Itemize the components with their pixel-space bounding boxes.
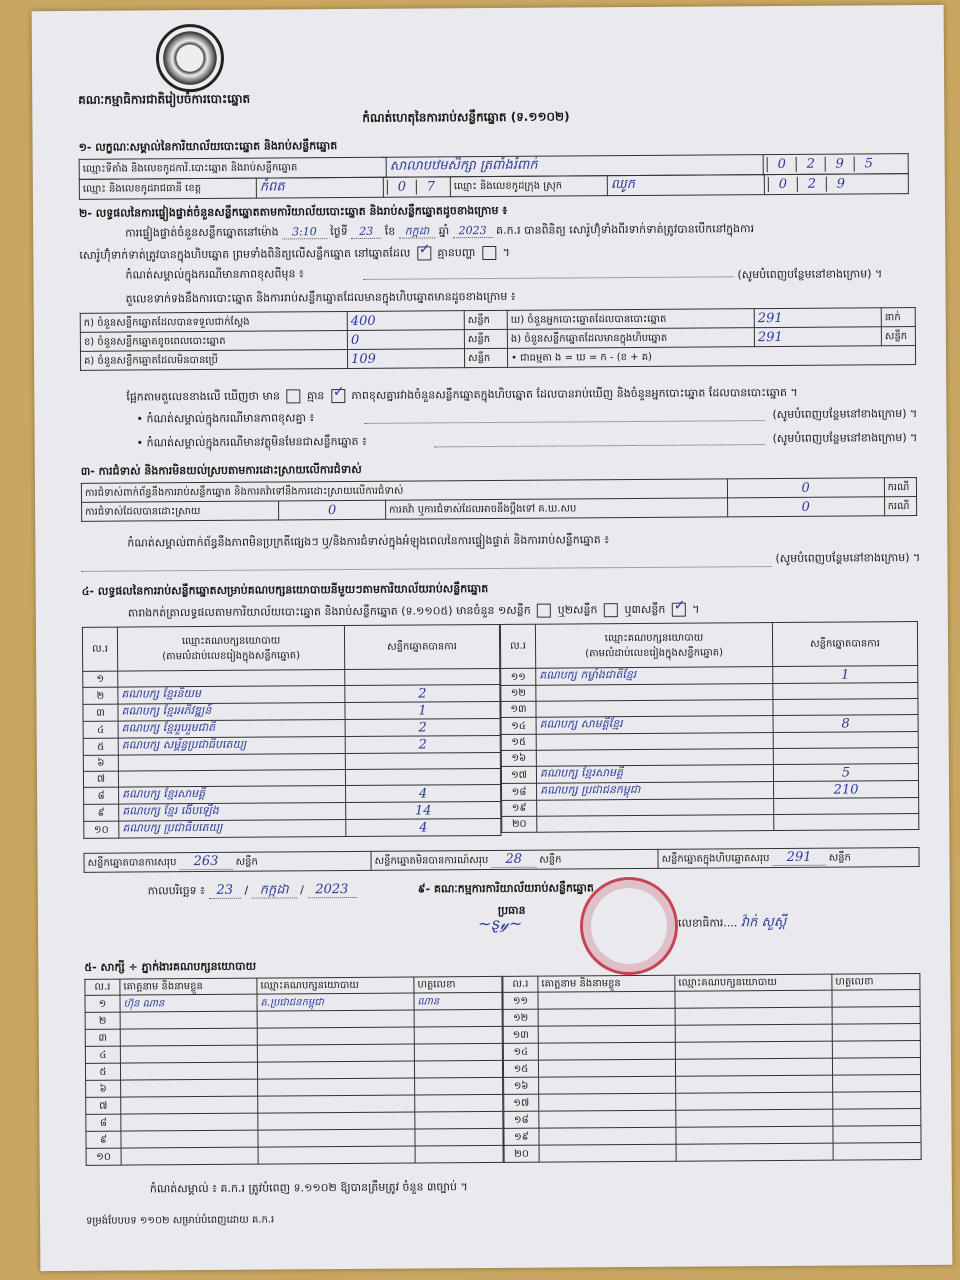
- section3-title: ៣- ការជំទាស់ និងការមិនយល់ស្របតាមការដោះស្រាយលើការជំទាស់: [80, 462, 362, 478]
- witness-name: [121, 1147, 258, 1165]
- witness-party: [675, 990, 832, 1008]
- witness-signature: [414, 1043, 502, 1061]
- no-diff-checkbox[interactable]: [331, 389, 345, 403]
- bullet-object: • កំណត់សម្គាល់ក្នុងករណីមានវត្ថុមិនមែនជាសន្លឹកឆ្នោត ៖: [136, 434, 367, 450]
- object-fill: (សូមបំពេញបន្ថែមនៅខាងក្រោម) ។: [772, 431, 918, 446]
- verify-year: 2023: [453, 224, 493, 238]
- w-col-no: ល.រ: [503, 976, 538, 992]
- witness-party: [258, 1129, 415, 1147]
- witness-signature: [414, 1026, 502, 1044]
- witness-name: [121, 1096, 258, 1114]
- location-label: ឈ្មោះទីតាំង និងលេខកូដការិ.បោះឆ្នោត និងរាប់សន្លឹកឆ្នោត: [79, 157, 386, 179]
- witness-signature: [833, 1143, 921, 1161]
- section5-title: ៥- សាក្សី ÷ ភ្នាក់ងារគណបក្សនយោបាយ: [84, 959, 257, 974]
- row-no: ១១: [501, 668, 536, 685]
- row-no: ៨: [84, 787, 119, 804]
- row-no: ៣: [83, 704, 118, 721]
- district-label: ឈ្មោះ និងលេខកូដក្រុង ស្រុក: [450, 176, 607, 197]
- party-votes: 1: [773, 666, 918, 684]
- row-no: ៤: [83, 721, 118, 738]
- party-votes: [773, 732, 918, 749]
- nec-emblem-icon: [156, 24, 224, 92]
- witness-name: [538, 1059, 675, 1077]
- party-name: គណបក្ស កម្លាំងជាតិខ្មែរ: [536, 667, 773, 686]
- witness-name: [121, 1130, 258, 1148]
- col-votes: សន្លឹកឆ្នោតបានការ: [344, 624, 499, 669]
- w-col-name: គោត្តនាម និងនាមខ្លួន: [538, 975, 675, 992]
- section1-title: ១- លក្ខណៈសម្គាល់នៃការិយាល័យបោះឆ្នោត និងរាប់សន្លឹកឆ្នោត: [78, 139, 338, 154]
- present-checkbox[interactable]: [417, 246, 431, 260]
- party-name: គណបក្ស ខ្មែរ ងើបឡើង: [119, 803, 346, 822]
- spoiled-value: 0: [347, 330, 464, 350]
- witness-signature: [832, 1024, 920, 1042]
- row-no: ១៦: [501, 750, 536, 766]
- total-invalid-value: 28: [491, 852, 536, 868]
- official-stamp-icon: [580, 877, 679, 976]
- figures-table: [80, 307, 916, 371]
- irregularity-fill: (សូមបំពេញបន្ថែមនៅខាងក្រោម) ។: [775, 551, 921, 566]
- row-no: ៧: [83, 771, 118, 787]
- inbox-label: ង) ចំនួនសន្លឹកឆ្នោតដែលមានក្នុងហិបឆ្នោត: [507, 328, 754, 349]
- ballot-count-form: [32, 5, 953, 1271]
- inbox-unit: សន្លឹក: [881, 327, 915, 346]
- col-party: ឈ្មោះគណបក្សនយោបាយ: [604, 632, 704, 644]
- footer-note: កំណត់សម្គាល់ ៖ គ.ក.រ ត្រូវបំពេញ ទ.១១០២ ឱ្យបានត្រឹមត្រូវ ចំនួន ៣ច្បាប់ ។: [149, 1180, 468, 1196]
- party-name: គណបក្ស ខ្មែររួបរួមជាតិ: [118, 720, 345, 739]
- party-votes: [345, 768, 500, 785]
- party-name: គណបក្ស ប្រជាធិបតេយ្យ: [119, 820, 346, 839]
- spoiled-label: ខ) ចំនួនសន្លឹកឆ្នោតខូចពេលបោះឆ្នោត: [80, 331, 347, 352]
- row-no: ៦: [83, 755, 118, 771]
- witness-signature: ណាន: [414, 992, 502, 1010]
- resolved-label: ការជំទាស់ដែលបានដោះស្រាយ: [82, 501, 279, 521]
- total-invalid-label: សន្លឹកឆ្នោតមិនបានការណ៍សរុប: [374, 855, 489, 867]
- diff-fill: (សូមបំពេញបន្ថែមនៅខាងក្រោម) ។: [772, 407, 918, 422]
- witness-party: [675, 1058, 832, 1076]
- witness-no: ១៧: [504, 1094, 539, 1111]
- complaints-table: [81, 477, 917, 522]
- spoiled-unit: សន្លឹក: [464, 329, 507, 348]
- witness-no: ១១: [503, 992, 538, 1009]
- note-fill: (សូមបំពេញបន្ថែមនៅខាងក្រោម) ។: [737, 267, 883, 282]
- row-no: ៩: [84, 804, 119, 821]
- results-table-right: [500, 621, 919, 833]
- inbox-value: 291: [754, 327, 881, 347]
- committee-name: គណៈកម្មាធិការជាតិរៀបចំការបោះឆ្នោត: [78, 91, 251, 107]
- witness-party: [676, 1092, 833, 1110]
- party-votes: [773, 699, 918, 716]
- witness-party: [676, 1075, 833, 1093]
- party-votes: [773, 748, 918, 765]
- total-box-label: សន្លឹកឆ្នោតក្នុងហិបឆ្នោតសរុប: [661, 853, 770, 865]
- unused-unit: សន្លឹក: [464, 348, 507, 367]
- complaints-label: ការជំទាស់ពាក់ព័ន្ធនឹងការរាប់សន្លឹកឆ្នោត និងការតវ៉ាទៅនឹងការដោះស្រាយលើការជំទាស់: [81, 479, 727, 503]
- witness-party: [257, 1027, 414, 1045]
- witness-name: [539, 1110, 676, 1128]
- diff-dotted-line: [364, 420, 764, 424]
- witness-party: [258, 1078, 415, 1096]
- unit: សន្លឹក: [539, 854, 562, 866]
- appeal-label: ការតវ៉ា ឬការជំទាស់ដែលអាចនឹងប្តឹងទៅ គ.ឃ.សប: [386, 498, 728, 519]
- witness-signature: [833, 1092, 921, 1110]
- totals-table: [83, 847, 919, 873]
- witness-name: [539, 1076, 676, 1094]
- witness-name: [538, 1042, 675, 1060]
- appeal-value: 0: [727, 497, 884, 517]
- party-votes: [345, 752, 500, 769]
- witness-no: ៥: [85, 1063, 120, 1080]
- party-votes: 4: [346, 784, 501, 802]
- sign-month: កក្កដា: [252, 882, 297, 898]
- verify-line2: សោរ៉ូហ៊ុំទាក់ទាត់ត្រូវបានក្នុងហិបឆ្នោត ព្រមទាំងពិនិត្យលើសន្លឹកឆ្នោត នៅឆ្នោតដែល ✓ គ្មានបញ្ហា ។: [79, 246, 510, 263]
- party-name: [536, 684, 773, 702]
- w-col-party: ឈ្មោះគណបក្សនយោបាយ: [675, 974, 832, 991]
- verify-line1: ការផ្ទៀងផ្ទាត់ចំនួនសន្លឹកឆ្នោតនៅម៉ោង 3:10 ថ្ងៃទី 23 ខែ កក្កដា ឆ្នាំ 2023 គ.ក.រ បានពិនិត្យ សោរ៉ូហ៊ុំទាំងពីរទាក់ទាត់ត្រូវបានបើកនៅក្នុងការ: [125, 222, 755, 240]
- witness-no: ២០: [504, 1145, 539, 1162]
- result-row: [502, 814, 919, 833]
- resolved-value: 0: [279, 500, 386, 520]
- row-no: ១៣: [501, 701, 536, 717]
- has-diff-checkbox[interactable]: [286, 389, 300, 403]
- row-no: ១៤: [501, 717, 536, 734]
- witness-table-left: [84, 976, 503, 1166]
- note-line: កំណត់សម្គាល់ក្នុងករណីមានភាពខុសពីមុន ៖: [125, 267, 304, 282]
- witness-no: ១៥: [503, 1060, 538, 1077]
- sheets-line: តារាងកត់ត្រាលទ្ធផលតាមការិយាល័យបោះឆ្នោត និងរាប់សន្លឹកឆ្នោត (ទ.១១០៥) មានចំនួន ១សន្លឹក ឬ២សន្លឹក ឬ៣សន្លឹក ✓ ។: [128, 603, 700, 621]
- witness-signature: [833, 1126, 921, 1144]
- verify-time: 3:10: [282, 225, 327, 239]
- witness-name: [120, 1028, 257, 1046]
- witness-signature: [832, 1007, 920, 1025]
- results-table-left: [82, 624, 501, 839]
- row-no: ១២: [501, 685, 536, 701]
- bullet-diff: • កំណត់សម្គាល់ក្នុងករណីមានភាពខុសគ្នា ៖: [136, 411, 315, 426]
- two-sheet-checkbox[interactable]: [604, 603, 618, 617]
- voters-unit: នាក់: [881, 308, 915, 327]
- witness-no: ៨: [86, 1114, 121, 1131]
- section4-title: ៤- លទ្ធផលនៃការរាប់សន្លឹកឆ្នោតសម្រាប់គណបក្សនយោបាយនីមួយៗតាមការិយាល័យរាប់សន្លឹកឆ្នោត: [81, 582, 489, 598]
- complaints-value: 0: [727, 478, 884, 498]
- row-no: ១៥: [501, 734, 536, 750]
- verify-month: កក្កដា: [399, 224, 436, 238]
- witness-party: [258, 1095, 415, 1113]
- witness-party: [676, 1143, 833, 1161]
- party-votes: [774, 798, 919, 815]
- received-value: 400: [347, 311, 464, 331]
- witness-name: [538, 1008, 675, 1026]
- row-no: ៥: [83, 738, 118, 755]
- chair-signature-icon: ~ȿ𝓎~: [477, 913, 523, 934]
- location-value: សាលាបឋមសិក្សា ត្រពាំងរំពាក់: [386, 155, 763, 178]
- party-votes: 1: [345, 701, 500, 719]
- row-no: ២: [83, 687, 118, 704]
- result-row: [84, 818, 501, 838]
- party-votes: 2: [345, 718, 500, 736]
- col-party-sub: (តាមលំដាប់លេខរៀងក្នុងសន្លឹកឆ្នោត): [162, 649, 301, 662]
- witness-party: [675, 1024, 832, 1042]
- witness-no: ១៤: [503, 1043, 538, 1060]
- witness-name: ហ៊ុន ណាន: [120, 994, 257, 1012]
- witness-party: [257, 1044, 414, 1062]
- party-name: គណបក្ស ប្រជាជនកម្ពុជា: [537, 782, 774, 801]
- witness-no: ១២: [503, 1009, 538, 1026]
- absent-checkbox[interactable]: [482, 246, 496, 260]
- complaints-unit: ករណី: [884, 478, 917, 497]
- object-dotted-line: [435, 444, 765, 447]
- witness-no: ១០: [86, 1148, 121, 1165]
- witness-signature: [833, 1109, 921, 1127]
- w-col-name: គោត្តនាម និងនាមខ្លួន: [120, 978, 257, 995]
- witness-no: ១: [85, 995, 120, 1012]
- witness-table-right: [502, 973, 921, 1163]
- party-name: គណបក្ស សម្ព័ន្ធប្រជាធិបតេយ្យ: [118, 737, 345, 756]
- irregularity-dotted-line: [82, 566, 772, 572]
- witness-no: ៦: [86, 1080, 121, 1097]
- party-name: [536, 733, 773, 751]
- three-sheet-checkbox[interactable]: [672, 603, 686, 617]
- witness-no: ៧: [86, 1097, 121, 1114]
- party-votes: 5: [773, 764, 918, 782]
- witness-name: [121, 1079, 258, 1097]
- section1-table-2: [79, 173, 909, 200]
- party-votes: [774, 814, 919, 831]
- witness-signature: [832, 1058, 920, 1076]
- district-code: 0 2 9: [764, 174, 908, 195]
- district-value: ឈូក: [607, 175, 764, 196]
- party-name: គណបក្ស ខ្មែរសាមគ្គី: [119, 786, 346, 805]
- row-no: ១០: [84, 821, 119, 838]
- row-no: ១៨: [502, 783, 537, 800]
- row-no: ១៩: [502, 800, 537, 816]
- secretary-signature: វ៉ាក់ សួស្តី: [740, 914, 787, 931]
- witness-name: [121, 1113, 258, 1131]
- party-votes: [345, 668, 500, 685]
- witness-no: ១៩: [504, 1128, 539, 1145]
- party-votes: 2: [345, 735, 500, 753]
- witness-party: [258, 1112, 415, 1130]
- province-value: កំពត: [256, 177, 383, 198]
- party-name: [118, 770, 345, 788]
- voters-value: 291: [754, 308, 881, 328]
- sign-day: 23: [208, 883, 241, 899]
- total-valid-label: សន្លឹកឆ្នោតបានការសរុប: [87, 857, 177, 869]
- section2-title: ២- លទ្ធផលនៃការផ្ទៀងផ្ទាត់ចំនួនសន្លឹកឆ្នោតតាមការិយាល័យបោះឆ្នោត និងរាប់សន្លឹកឆ្នោតដូចខាងក្រោម ៖: [78, 203, 508, 220]
- party-name: គណបក្ស ខ្មែរនិយម: [118, 686, 345, 705]
- col-no: ល.រ: [82, 627, 117, 671]
- witness-party: [676, 1126, 833, 1144]
- witness-name: [538, 991, 675, 1009]
- unused-value: 109: [347, 349, 464, 369]
- witness-signature: [415, 1077, 503, 1095]
- witness-row: [504, 1143, 921, 1163]
- chair-label: ប្រធាន: [497, 903, 526, 917]
- witness-signature: [832, 1041, 920, 1059]
- form-title: កំណត់ហេតុនៃការរាប់សន្លឹកឆ្នោត (ទ.១១០២): [362, 109, 570, 125]
- unused-label: គ) ចំនួនសន្លឹកឆ្នោតដែលមិនបានប្រើ: [80, 350, 347, 371]
- party-votes: 14: [346, 801, 501, 819]
- w-col-no: ល.រ: [85, 979, 120, 995]
- voters-label: ឃ) ចំនួនអ្នកបោះឆ្នោតដែលបានបោះឆ្នោត: [507, 309, 754, 330]
- witness-name: [120, 1011, 257, 1029]
- witness-party: គ.ប្រជាជនកម្ពុជា: [257, 993, 414, 1011]
- appeal-unit: ករណី: [884, 497, 917, 516]
- witness-signature: [832, 990, 920, 1008]
- witness-signature: [414, 1009, 502, 1027]
- w-col-sig: ហត្ថលេខា: [414, 976, 502, 993]
- witness-name: [539, 1127, 676, 1145]
- witness-party: [257, 1061, 414, 1079]
- party-name: គណបក្ស ខ្មែរអភិវឌ្ឍន៍: [118, 703, 345, 722]
- w-col-party: ឈ្មោះគណបក្សនយោបាយ: [257, 977, 414, 994]
- row-no: ១៧: [501, 766, 536, 783]
- party-name: គណបក្ស សាមគ្គីខ្មែរ: [536, 716, 773, 735]
- party-name: [118, 670, 345, 688]
- col-votes: សន្លឹកឆ្នោតបានការ: [772, 622, 917, 667]
- footer-form: ទម្រង់បែបបទ ១១០២ សម្រាប់បំពេញដោយ គ.ក.រ: [86, 1214, 275, 1227]
- witness-party: [676, 1109, 833, 1127]
- witness-no: ៤: [85, 1046, 120, 1063]
- witness-party: [258, 1146, 415, 1164]
- witness-no: ៣: [85, 1029, 120, 1046]
- witness-signature: [415, 1145, 503, 1163]
- witness-party: [675, 1007, 832, 1025]
- figures-intro: តួលេខទាក់ទងនឹងការបោះឆ្នោត និងការរាប់សន្លឹកឆ្នោតដែលមានក្នុងហិបឆ្នោតមានដូចខាងក្រោម ៖: [125, 289, 516, 306]
- province-label: ឈ្មោះ និងលេខកូដរាជធានី ខេត្ត: [79, 178, 256, 199]
- secretary: លេខាធិការ.... វ៉ាក់ សួស្តី: [677, 914, 787, 931]
- party-votes: 210: [774, 781, 919, 799]
- party-name: [118, 754, 345, 772]
- witness-party: [675, 1041, 832, 1059]
- witness-signature: [833, 1075, 921, 1093]
- discrepancy-line: ផ្អែកតាមតួលេខខាងលើ ឃើញថា មាន គ្មាន ✓ ភាពខុសគ្នារវាងចំនួនសន្លឹកឆ្នោតក្នុងហិបឆ្នោត ដែលបានរាប់ឃើញ និងចំនួនអ្នកបោះឆ្នោត ដែលបានបោះឆ្នោត ។: [126, 386, 798, 405]
- party-votes: 4: [346, 818, 501, 836]
- witness-signature: [415, 1094, 503, 1112]
- unit: សន្លឹក: [235, 856, 258, 868]
- witness-row: [86, 1145, 503, 1165]
- row-no: ១: [83, 671, 118, 687]
- witness-no: ១៣: [503, 1026, 538, 1043]
- witness-name: [120, 1045, 257, 1063]
- received-unit: សន្លឹក: [464, 310, 507, 329]
- witness-signature: [415, 1128, 503, 1146]
- formula: • ជាធម្មតា ង = ឃ = ក - (ខ + គ): [507, 346, 915, 368]
- row-no: ២០: [502, 816, 537, 832]
- location-code: 0 2 9 5: [763, 154, 908, 175]
- received-label: ក) ចំនួនសន្លឹកឆ្នោតដែលបានទទួលជាក់ស្តែង: [80, 312, 347, 333]
- witness-signature: [415, 1111, 503, 1129]
- col-no: ល.រ: [500, 624, 535, 668]
- w-col-sig: ហត្ថលេខា: [832, 974, 920, 991]
- party-name: [536, 700, 773, 718]
- party-name: [537, 799, 774, 817]
- party-name: [537, 815, 774, 833]
- col-party: ឈ្មោះគណបក្សនយោបាយ: [181, 634, 281, 647]
- witness-no: ២: [85, 1012, 120, 1029]
- witness-name: [539, 1093, 676, 1111]
- witness-party: [257, 1010, 414, 1028]
- one-sheet-checkbox[interactable]: [537, 604, 551, 618]
- counting-committee: ៩- គណៈកម្មការការិយាល័យរាប់សន្លឹកឆ្នោត: [417, 881, 594, 896]
- party-name: [536, 749, 773, 767]
- party-votes: 8: [773, 715, 918, 733]
- total-box-value: 291: [773, 850, 826, 866]
- party-votes: [773, 683, 918, 700]
- date-line: កាលបរិច្ឆេទ ៖ 23 / កក្កដា / 2023: [148, 883, 357, 898]
- unit: សន្លឹក: [828, 852, 851, 864]
- witness-no: ១៦: [504, 1077, 539, 1094]
- party-name: គណបក្ស ខ្មែរសាមគ្គី: [536, 765, 773, 784]
- witness-name: [539, 1144, 676, 1162]
- witness-name: [538, 1025, 675, 1043]
- witness-name: [120, 1062, 257, 1080]
- verify-day: 23: [351, 225, 381, 239]
- col-party-sub: (តាមលំដាប់លេខរៀងក្នុងសន្លឹកឆ្នោត): [585, 646, 724, 659]
- note-dotted-line: [363, 276, 733, 280]
- sign-year: 2023: [307, 882, 356, 898]
- witness-no: ៩: [86, 1131, 121, 1148]
- witness-signature: [414, 1060, 502, 1078]
- province-code: 0 7: [383, 177, 450, 197]
- irregularity-note: កំណត់សម្គាល់ពាក់ព័ន្ធនឹងភាពមិនប្រក្រតីផ្សេងៗ ឬ/និងការជំទាស់ក្នុងអំឡុងពេលនៃការផ្ទៀងផ្ទាត់ និងការរាប់សន្លឹកឆ្នោត ៖: [127, 533, 610, 550]
- total-valid-value: 263: [180, 854, 233, 870]
- party-votes: 2: [345, 684, 500, 702]
- witness-no: ១៨: [504, 1111, 539, 1128]
